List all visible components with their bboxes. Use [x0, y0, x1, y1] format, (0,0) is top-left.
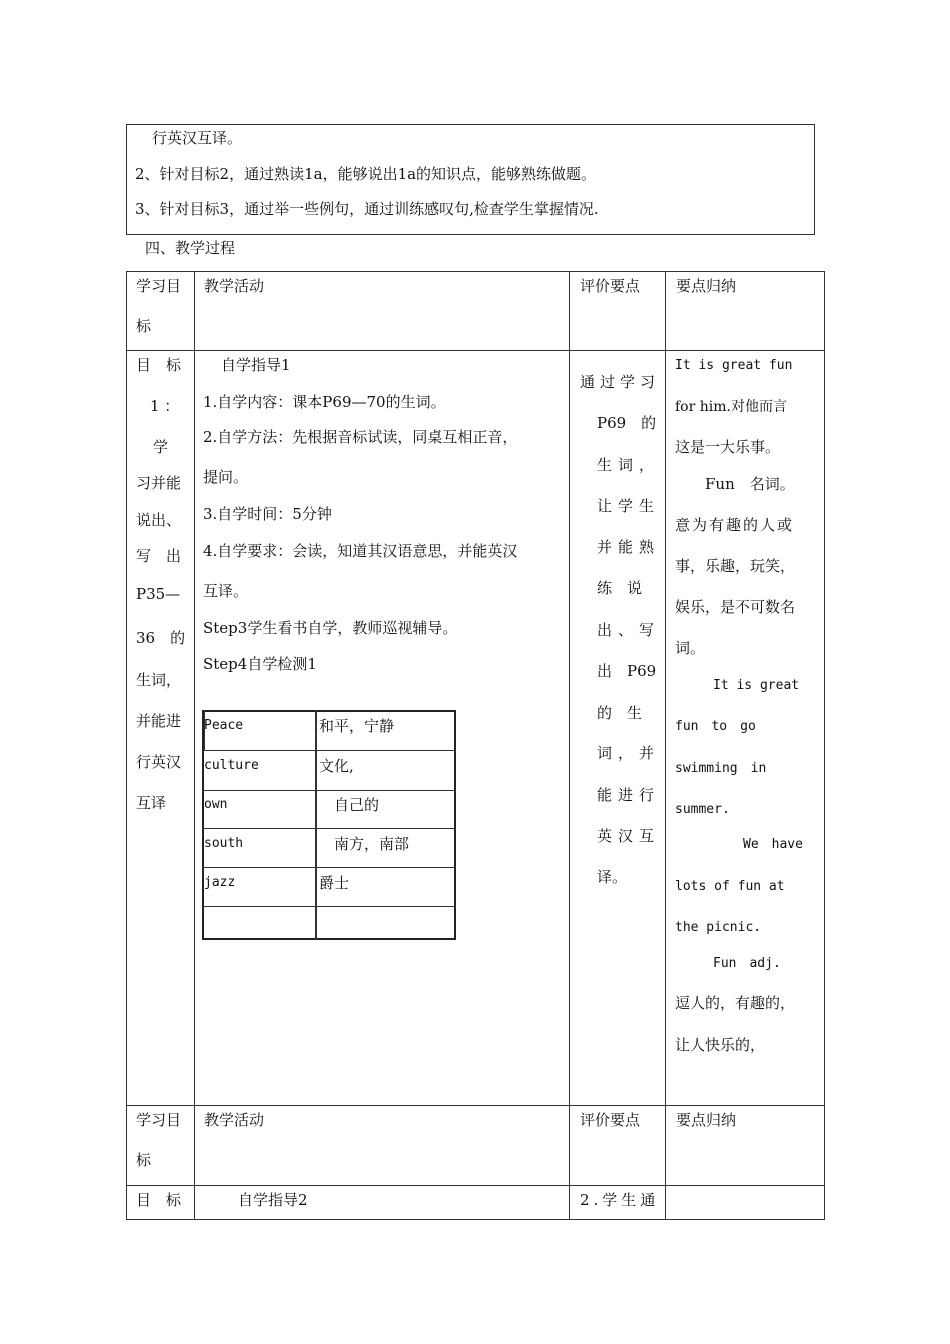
goal-line: 目 标: [136, 356, 182, 374]
eval-line: 出 P69: [597, 662, 657, 680]
eval-line: 英汉互: [597, 827, 661, 845]
vocab-en: jazz: [204, 875, 236, 890]
vocab-zh: 文化,: [319, 757, 354, 775]
summary-line: 这是一大乐事。: [675, 438, 781, 456]
summary-line: summer.: [675, 802, 730, 817]
activity-requirement: 4.自学要求：会读，知道其汉语意思，并能英汉: [203, 542, 518, 560]
vocab-en: Peace: [204, 718, 244, 733]
section-title: 四、教学过程: [145, 239, 236, 257]
summary-line: Fun adj.: [700, 956, 781, 971]
header-summary: 要点归纳: [676, 277, 737, 295]
header-evaluation: 评价要点: [580, 277, 641, 295]
vocab-divider: [202, 828, 456, 829]
goal-line: 互译: [136, 794, 167, 812]
table-divider: [126, 1185, 825, 1186]
summary-line: 事，乐趣，玩笑，: [675, 557, 796, 575]
header-summary: 要点归纳: [676, 1111, 737, 1129]
objective-line-2: 2、针对目标2，通过熟读1a，能够说出1a的知识点，能够熟练做题。: [135, 165, 597, 183]
goal-line: 写 出: [136, 547, 182, 565]
activity-step3: Step3学生看书自学，教师巡视辅导。: [203, 619, 458, 637]
goal-line: P35—: [136, 585, 181, 603]
vocab-zh: 和平，宁静: [319, 717, 395, 735]
vocab-divider: [202, 750, 456, 751]
summary-line: 让人快乐的，: [675, 1036, 766, 1054]
eval-line: 2.学生通: [580, 1191, 660, 1209]
objective-line-3: 3、针对目标3，通过举一些例句，通过训练感叹句,检查学生掌握情况.: [135, 200, 599, 218]
goal-line: 目 标: [136, 1191, 182, 1209]
table-divider: [194, 271, 195, 1220]
table-divider: [569, 271, 570, 1220]
eval-line: 译。: [597, 868, 628, 886]
eval-line: 让学生: [597, 497, 661, 515]
goal-line: 学: [153, 438, 169, 456]
eval-line: 生词，: [597, 456, 661, 474]
goal-line: 说出、: [136, 511, 182, 529]
summary-line: for him.对他而言: [675, 399, 787, 415]
eval-line: 的 生: [597, 704, 643, 722]
header-activity: 教学活动: [204, 1111, 265, 1129]
activity-guide: 自学指导1: [221, 356, 291, 374]
summary-line: lots of fun at: [675, 879, 785, 894]
header-goal: 学习目: [136, 1111, 182, 1129]
goal-line: 并能进: [136, 712, 182, 730]
objective-line-1: 行英汉互译。: [152, 129, 243, 147]
activity-time: 3.自学时间：5分钟: [203, 505, 332, 523]
vocab-divider: [202, 867, 456, 868]
table-divider: [665, 271, 666, 1220]
goal-line: 1 ：: [150, 397, 180, 415]
eval-line: P69 的: [597, 414, 657, 432]
summary-line: We have: [730, 837, 803, 852]
activity-method: 2.自学方法：先根据音标试读，同桌互相正音，: [203, 428, 518, 446]
summary-line: Fun 名词。: [690, 475, 795, 493]
vocab-divider: [202, 906, 456, 907]
vocab-zh: 南方，南部: [319, 835, 410, 853]
goal-line: 36 的: [136, 629, 186, 647]
table-divider: [126, 1105, 825, 1106]
activity-requirement-cont: 互译。: [203, 582, 249, 600]
table-divider: [126, 350, 825, 351]
header-goal-cont: 标: [136, 317, 152, 335]
summary-line: 逗人的，有趣的，: [675, 994, 796, 1012]
vocab-en: own: [204, 797, 228, 812]
vocab-zh: 爵士: [319, 874, 350, 892]
activity-method-cont: 提问。: [203, 468, 249, 486]
goal-line: 行英汉: [136, 753, 182, 771]
activity-guide: 自学指导2: [238, 1191, 308, 1209]
eval-line: 能进行: [597, 786, 661, 804]
vocab-en: culture: [204, 758, 259, 773]
vocab-zh: 自己的: [319, 796, 380, 814]
summary-line: swimming in: [675, 761, 767, 776]
activity-step4: Step4自学检测1: [203, 655, 317, 673]
summary-line: 娱乐，是不可数名: [675, 598, 796, 616]
eval-line: 词，并: [597, 744, 661, 762]
eval-line: 并能熟: [597, 538, 661, 556]
header-evaluation: 评价要点: [580, 1111, 641, 1129]
goal-line: 习并能: [136, 474, 182, 492]
eval-line: 出、写: [597, 621, 661, 639]
activity-content: 1.自学内容：课本P69—70的生词。: [203, 393, 446, 411]
vocab-en: south: [204, 836, 244, 851]
header-goal: 学习目: [136, 277, 182, 295]
vocab-divider: [202, 790, 456, 791]
summary-line: 意为有趣的人或: [675, 516, 795, 534]
summary-line: 词。: [675, 639, 706, 657]
summary-line: It is great fun: [675, 358, 793, 373]
eval-line: 练 说: [597, 579, 643, 597]
header-goal-cont: 标: [136, 1151, 152, 1169]
goal-line: 生词，: [136, 671, 182, 689]
summary-line: the picnic.: [675, 920, 762, 935]
header-activity: 教学活动: [204, 277, 265, 295]
summary-line: fun to go: [675, 719, 756, 734]
eval-line: 通过学习: [580, 373, 661, 391]
summary-line: It is great: [700, 678, 800, 693]
